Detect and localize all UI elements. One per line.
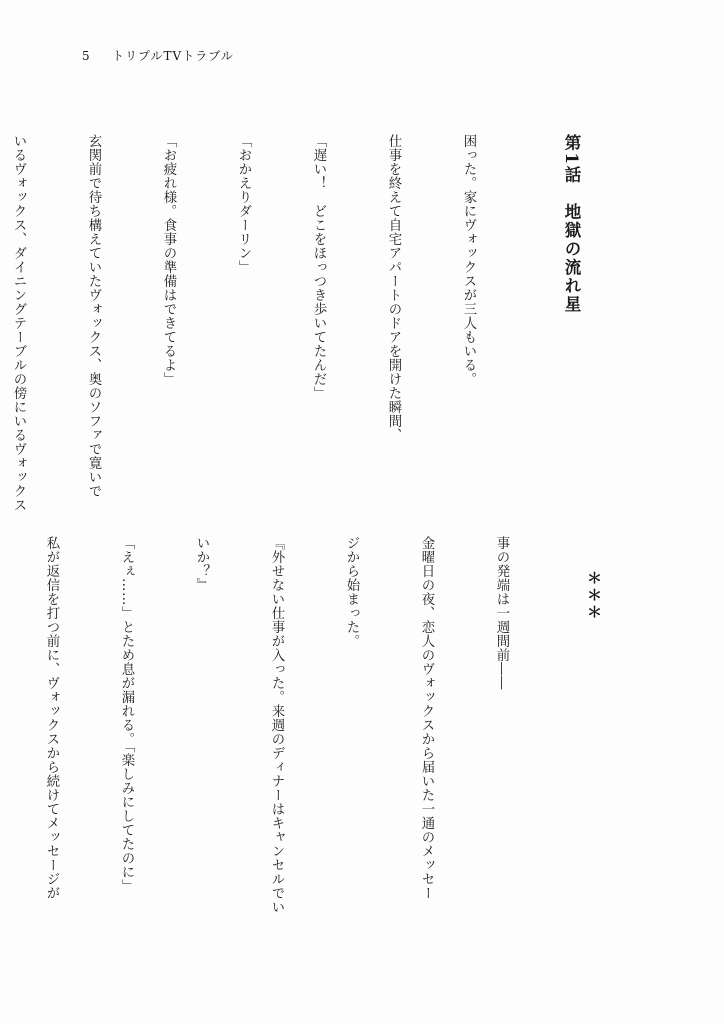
text-line: いるヴォックス、ダイニングテーブルの傍にいるヴォックス (11, 134, 26, 512)
text-line: 私が返信を打つ前に、ヴォックスから続けてメッセージが (44, 536, 59, 900)
chapter-title: 第1話 地獄の流れ星 (562, 134, 581, 314)
text-block-bottom (0, 536, 564, 936)
text-line: いか？』 (194, 536, 209, 592)
section-break: ＊＊＊ (585, 570, 603, 621)
text-line: 困った。家にヴォックスが三人もいる。 (461, 134, 476, 386)
text-line: 事の発端は一週間前―― (494, 536, 509, 690)
text-line: 「遅い！ どこをほっつき歩いてたんだ」 (311, 134, 326, 400)
text-line: 「おかえりダーリン」 (236, 134, 251, 274)
text-line: 「お疲れ様。食事の準備はできてるよ」 (161, 134, 176, 386)
text-line: 玄関前で待ち構えていたヴォックス、奥のソファで寛いで (86, 134, 101, 498)
book-title: トリプルTVトラブル (112, 49, 234, 63)
text-line: ジから始まった。 (344, 536, 359, 648)
text-line: 「えぇ……」とため息が漏れる。「楽しみにしてたのに」 (119, 536, 134, 894)
page-number: 5 (82, 49, 91, 63)
text-line: 仕事を終えて自宅アパートのドアを開けた瞬間、 (386, 134, 401, 442)
text-line: 『外せない仕事が入った。来週のディナーはキャンセルでい (269, 536, 284, 914)
text-line: 金曜日の夜、恋人のヴォックスから届いた一通のメッセー (419, 536, 434, 900)
text-block-top (0, 134, 634, 512)
running-head (82, 47, 234, 64)
